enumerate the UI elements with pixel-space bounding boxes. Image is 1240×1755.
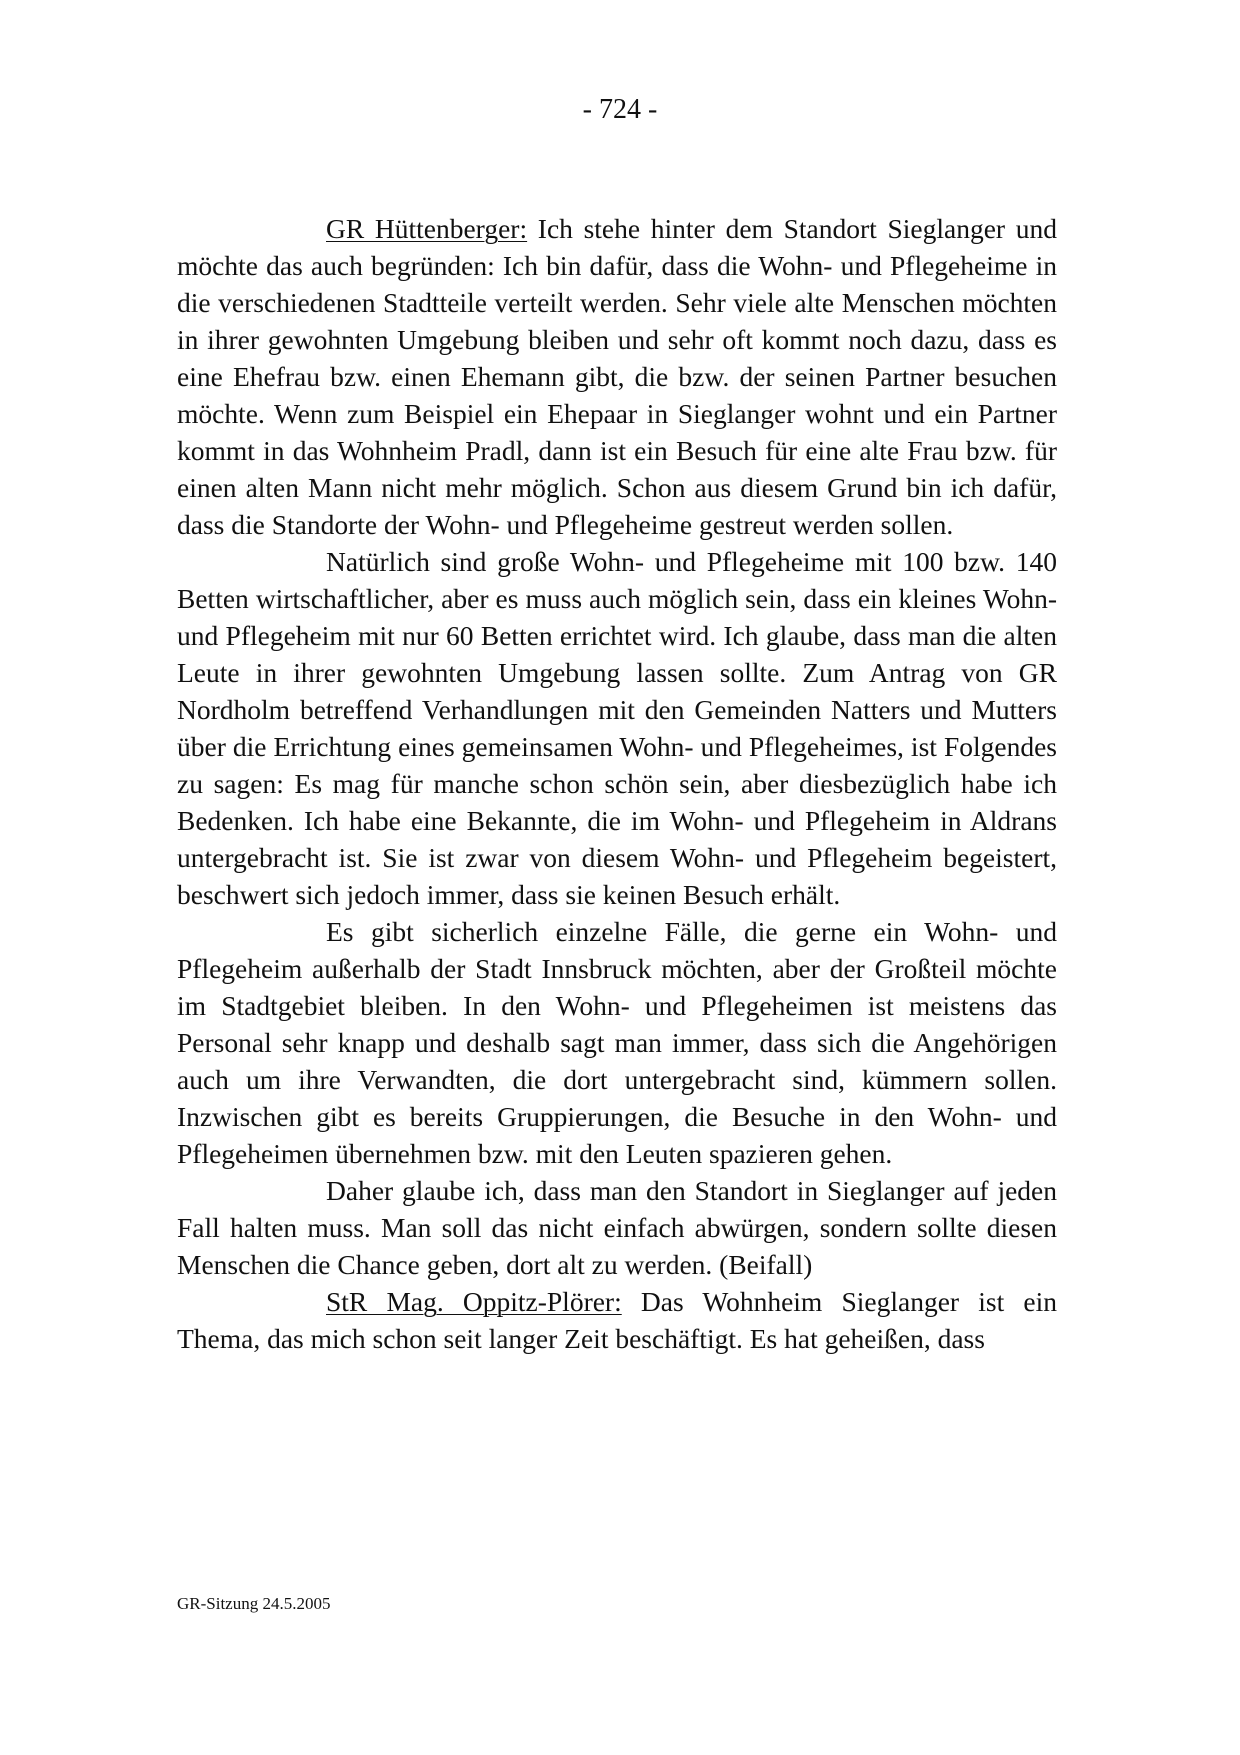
paragraph-4 (177, 1172, 1057, 1283)
paragraph-2 (177, 543, 1057, 913)
document-body (177, 210, 1057, 1357)
paragraph-text: Das Wohnheim Sieglanger ist ein Thema, das mich schon seit langer Zeit beschäftigt. Es hat geheißen, dass (177, 1286, 1057, 1354)
speaker-name: StR Mag. Oppitz-Plörer: (326, 1286, 622, 1317)
paragraph-1 (177, 210, 1057, 543)
page-number: - 724 - (582, 94, 658, 125)
paragraph-text: Daher glaube ich, dass man den Standort in Sieglanger auf jeden Fall halten muss. Man soll das nicht einfach abwürgen, sondern sollte diesen Menschen die Chance geben, dort alt zu werden. (Beifall) (177, 1175, 1057, 1280)
paragraph-text: Ich stehe hinter dem Standort Sieglanger und möchte das auch begründen: Ich bin dafür, dass die Wohn- und Pflegeheime in die verschiedenen Stadtteile verteilt werden. Sehr viele alte Menschen möchten in ihrer gewohnten Umgebung bleiben und sehr oft kommt noch dazu, dass es eine Ehefrau bzw. einen Ehemann gibt, die bzw. der seinen Partner besuchen möchte. Wenn zum Beispiel ein Ehepaar in Sieglanger wohnt und ein Partner kommt in das Wohnheim Pradl, dann ist ein Besuch für eine alte Frau bzw. für einen alten Mann nicht mehr möglich. Schon aus diesem Grund bin ich dafür, dass die Standorte der Wohn- und Pflegeheime gestreut werden sollen. (177, 213, 1057, 540)
paragraph-3 (177, 913, 1057, 1172)
paragraph-text: Es gibt sicherlich einzelne Fälle, die gerne ein Wohn- und Pflegeheim außerhalb der Stadt Innsbruck möchten, aber der Großteil möchte im Stadtgebiet bleiben. In den Wohn- und Pflegeheimen ist meistens das Personal sehr knapp und deshalb sagt man immer, dass sich die Angehörigen auch um ihre Verwandten, die dort untergebracht sind, kümmern sollen. Inzwischen gibt es bereits Gruppierungen, die Besuche in den Wohn- und Pflegeheimen übernehmen bzw. mit den Leuten spazieren gehen. (177, 916, 1057, 1169)
footer-session-label: GR-Sitzung 24.5.2005 (177, 1594, 331, 1613)
paragraph-5 (177, 1283, 1057, 1357)
paragraph-text: Natürlich sind große Wohn- und Pflegeheime mit 100 bzw. 140 Betten wirtschaftlicher, aber es muss auch möglich sein, dass ein kleines Wohn- und Pflegeheim mit nur 60 Betten errichtet wird. Ich glaube, dass man die alten Leute in ihrer gewohnten Umgebung lassen sollte. Zum Antrag von GR Nordholm betreffend Verhandlungen mit den Gemeinden Natters und Mutters über die Errichtung eines gemeinsamen Wohn- und Pflegeheimes, ist Folgendes zu sagen: Es mag für manche schon schön sein, aber diesbezüglich habe ich Bedenken. Ich habe eine Bekannte, die im Wohn- und Pflegeheim in Aldrans untergebracht ist. Sie ist zwar von diesem Wohn- und Pflegeheim begeistert, beschwert sich jedoch immer, dass sie keinen Besuch erhält. (177, 546, 1057, 910)
speaker-name: GR Hüttenberger: (326, 213, 528, 244)
